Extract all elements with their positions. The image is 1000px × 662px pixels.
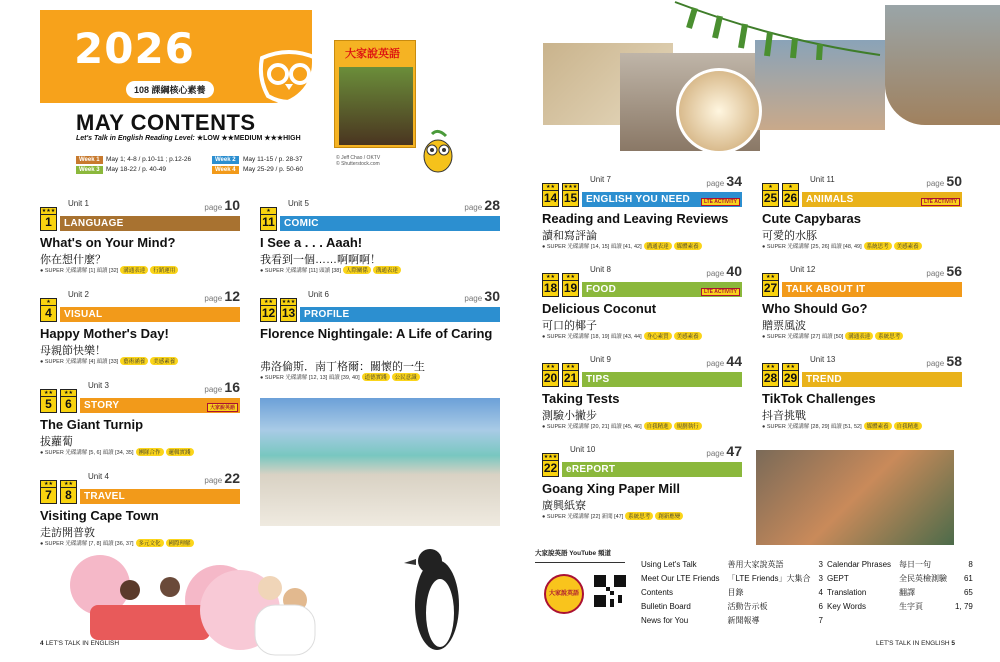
unit-number-badge: 14 [543,191,558,205]
unit-number-badge: 22 [543,461,558,475]
page-ref [902,353,962,369]
page-ref [180,197,240,213]
competency-tag: 媒體素養 [674,242,702,250]
skills-text: SUPER 光碟講解 [25, 26] 頭讀 [48, 49] [766,244,862,250]
unit-block-u1[interactable] [40,197,240,231]
index-zh: 每日一句 [899,560,932,569]
level-stars: ★★★ [281,299,296,305]
unit-title[interactable]: Delicious Coconut [542,301,657,316]
unit-title[interactable]: The Giant Turnip [40,417,144,432]
skills-text: SUPER 光碟講解 [28, 29] 頭讀 [51, 52] [766,424,862,430]
curriculum-badge: 108 課綱核心素養 [126,81,214,98]
page-number: 10 [224,197,240,213]
skills-line: ● SUPER 光碟講解 [20, 21] 頭讀 [45, 46] 自我精進 規劃執行 [542,422,702,430]
unit-title-zh: 弗洛倫斯．南丁格爾：關懷的一生 [260,361,425,373]
competency-tag: 自我精進 [644,422,672,430]
magazine-cover [334,40,416,148]
level-stars: ★★ [762,273,779,280]
level-stars: ★★ [542,273,559,280]
skills-line: ● SUPER 光碟講解 [11] 頭讀 [38] 人際關係 溝通表達 [260,266,401,274]
unit-title[interactable]: What's on Your Mind? [40,235,176,250]
credit-2: © Shutterstock.com [336,161,380,167]
page-ref [180,470,240,486]
index-zh: 活動告示板 [727,602,768,611]
page-number: 58 [946,353,962,369]
level-low: LOW [203,135,220,142]
competency-tag: 藝術涵養 [120,357,148,365]
page-word: page [706,449,725,458]
page-number: 16 [224,379,240,395]
unit-number-badge: 1 [40,214,57,231]
level-stars: ★★ [260,298,277,305]
index-en: Translation [827,588,867,597]
photo-credits [336,155,380,167]
activity-logo: LTE ACTIVITY [701,288,740,296]
index-en: Using Let's Talk [641,560,697,569]
spa-women-illustration-icon [200,560,340,660]
page-ref [902,173,962,189]
skills-text: SUPER 光碟講解 [7, 8] 頭讀 [36, 37] [44,541,134,547]
unit-number-badge: 26 [783,191,798,205]
page-ref [180,288,240,304]
year-title: 2026 [74,24,195,73]
week-4-text: May 25-29 / p. 50-60 [243,166,303,173]
unit-title-zh: 讀和寫評論 [542,230,597,242]
index-table-1 [636,557,828,629]
competency-tag: 系統思考 [875,332,903,340]
unit-block-u12[interactable] [762,263,962,297]
competency-tag: 團隊合作 [136,448,164,456]
credit-1: © Jeff Chao / OKTV [336,155,381,161]
competency-tag: 公民意識 [392,373,420,381]
level-stars-high: ★★★ [264,135,284,142]
unit-number-badge: 18 [543,281,558,295]
unit-title-zh: 可口的椰子 [542,320,597,332]
skills-line: ● SUPER 光碟講解 [22] 新聞 [47] 系統思考 創新應變 [542,512,683,520]
unit-title-zh: 測驗小撇步 [542,410,597,422]
unit-block-u9[interactable] [542,353,742,387]
level-stars: ★★ [762,363,779,370]
competency-tag: 規劃執行 [674,422,702,430]
index-zh: 目錄 [727,588,744,597]
page-word: page [926,179,945,188]
page-word: page [926,359,945,368]
index-zh: 翻譯 [899,588,916,597]
skills-line: ● SUPER 光碟講解 [28, 29] 頭讀 [51, 52] 媒體素養 自我精進 [762,422,922,430]
competency-tag: 媒體素養 [864,422,892,430]
competency-tag: 美感素養 [150,357,178,365]
page-number: 47 [726,443,742,459]
footer-right [876,640,955,647]
page-word: page [926,269,945,278]
unit-title-zh: 可愛的水豚 [762,230,817,242]
skills-line: ● SUPER 光碟講解 [27] 頭讀 [50] 溝通表達 系統思考 [762,332,903,340]
category-bar: TALK ABOUT IT [782,282,962,297]
skills-text: SUPER 光碟講解 [14, 15] 頭讀 [41, 42] [546,244,642,250]
week-1-badge: Week 1 [76,156,103,164]
competency-tag: 創新應變 [655,512,683,520]
index-en: Calendar Phrases [827,560,892,569]
page-ref [440,197,500,213]
level-stars: ★ [782,183,799,190]
cover-photo [339,67,413,145]
penguin-beach-photo [260,398,500,526]
unit-title[interactable]: Visiting Cape Town [40,508,159,523]
unit-label: Unit 2 [68,290,89,299]
level-stars: ★★ [60,480,77,487]
page-word: page [204,476,223,485]
level-stars: ★★ [40,389,57,396]
page-number: 50 [946,173,962,189]
unit-number-badge: 8 [60,487,77,504]
cover-title: 大家說英語 [345,48,400,60]
week-1-text: May 1; 4-8 / p.10-11 ; p.12-26 [106,156,192,163]
page-ref [682,353,742,369]
level-stars: ★★ [542,363,559,370]
category-bar: LANGUAGE [60,216,240,231]
week-4-badge: Week 4 [212,166,239,174]
unit-number-badge: 20 [543,371,558,385]
page-ref [440,288,500,304]
unit-block-u10[interactable] [542,443,742,477]
skills-text: SUPER 光碟講解 [4] 頭讀 [33] [44,359,119,365]
index-row[interactable] [638,601,826,613]
unit-label: Unit 13 [810,355,836,364]
page-number-left: 4 [40,640,44,647]
week-2-text: May 11-15 / p. 28-37 [243,156,303,163]
skills-line: ● SUPER 光碟講解 [25, 26] 頭讀 [48, 49] 系統思考 美感素養 [762,242,922,250]
unit-block-u8[interactable] [542,263,742,297]
unit-title[interactable]: Reading and Leaving Reviews [542,211,729,226]
competency-tag: 道德實踐 [362,373,390,381]
unit-number-badge: 28 [763,371,778,385]
palm-leaf-icon [665,0,885,60]
index-page: 6 [818,602,823,611]
level-stars: ★★★ [563,184,578,190]
level-stars-low: ★ [196,135,204,142]
activity-logo: LTE ACTIVITY [701,198,740,206]
reading-level-label: Let's Talk in English Reading Level: [76,135,195,142]
unit-label: Unit 6 [308,290,329,299]
unit-title[interactable]: Who Should Go? [762,301,868,316]
index-row[interactable] [638,559,826,571]
competency-tag: 邏輯實踐 [166,448,194,456]
index-table-2 [822,557,978,615]
category-bar: VISUAL [60,307,240,322]
youtube-logo[interactable]: 大家說英語 [544,574,584,614]
page-number: 22 [224,470,240,486]
index-en: News for You [641,616,689,625]
unit-block-u7[interactable] [542,173,742,207]
week-3-badge: Week 3 [76,166,103,174]
level-high: HIGH [283,135,301,142]
capybara-bath-photo [885,5,1000,125]
page-number-right: 5 [951,640,956,647]
page-number: 30 [484,288,500,304]
index-en: Bulletin Board [641,602,691,611]
unit-number-badge: 15 [563,191,578,205]
page-number: 28 [484,197,500,213]
page-number: 12 [224,288,240,304]
page-word: page [204,385,223,394]
unit-number-badge: 19 [563,281,578,295]
unit-title-zh: 拔蘿蔔 [40,436,73,448]
skills-line: ● SUPER 光碟講解 [1] 頭讀 [32] 溝通表達 行銷運用 [40,266,178,274]
competency-tag: 多元文化 [136,539,164,547]
unit-title[interactable]: Florence Nightingale: A Life of Caring [260,326,493,341]
unit-label: Unit 9 [590,355,611,364]
unit-label: Unit 10 [570,445,596,454]
index-page: 4 [818,588,823,597]
skills-line: ● SUPER 光碟講解 [7, 8] 頭讀 [36, 37] 多元文化 國際理解 [40,539,194,547]
page-ref [682,443,742,459]
week-2-badge: Week 2 [212,156,239,164]
page-number: 44 [726,353,742,369]
page-word: page [204,203,223,212]
competency-tag: 溝通表達 [120,266,148,274]
unit-label: Unit 8 [590,265,611,274]
page-ref [682,173,742,189]
category-bar: STORY [80,398,240,413]
unit-block-u6[interactable] [260,288,500,322]
competency-tag: 美感素養 [674,332,702,340]
level-stars: ★★ [542,183,559,190]
unit-number-badge: 27 [763,281,778,295]
page-ref [902,263,962,279]
unit-title[interactable]: Cute Capybaras [762,211,861,226]
unit-number-badge: 6 [60,396,77,413]
unit-block-u2[interactable] [40,288,240,322]
category-bar: COMIC [280,216,500,231]
index-zh: 新聞報導 [727,616,760,625]
unit-block-u5[interactable] [260,197,500,231]
skills-text: SUPER 光碟講解 [27] 頭讀 [50] [766,334,844,340]
category-bar: ANIMALS [802,192,962,207]
index-zh: 善用大家說英語 [727,560,784,569]
unit-title[interactable]: TikTok Challenges [762,391,876,406]
index-row[interactable] [824,587,976,599]
page-word: page [464,294,483,303]
category-bar: FOOD [582,282,742,297]
level-stars: ★ [762,183,779,190]
competency-tag: 溝通表達 [373,266,401,274]
index-page: 3 [818,560,823,569]
unit-block-u13[interactable] [762,353,962,387]
competency-tag: 人際關係 [343,266,371,274]
skills-text: SUPER 光碟講解 [5, 6] 頭讀 [34, 35] [44,450,134,456]
coconut-photo [676,68,762,154]
footer-left [40,640,119,647]
index-en: Key Words [827,602,866,611]
reading-level-legend [76,134,301,142]
level-stars: ★★ [40,480,57,487]
index-page: 7 [818,616,823,625]
youtube-label: 大家說英語 YouTube 頻道 [535,550,611,557]
skills-line: ● SUPER 光碟講解 [4] 頭讀 [33] 藝術涵養 美感素養 [40,357,178,365]
page-ref [180,379,240,395]
unit-number-badge: 25 [763,191,778,205]
header-banner [40,10,312,103]
skills-text: SUPER 光碟講解 [11] 頭讀 [38] [264,268,341,274]
level-medium: MEDIUM [233,135,263,142]
page-word: page [706,179,725,188]
paper-mill-photo [756,450,954,545]
unit-title-zh: 贈票風波 [762,320,806,332]
competency-tag: 美感素養 [894,242,922,250]
unit-block-u4[interactable] [40,470,240,504]
unit-title-zh: 走訪開普敦 [40,527,95,539]
unit-label: Unit 5 [288,199,309,208]
penguin-icon [402,545,472,657]
skills-text: SUPER 光碟講解 [12, 13] 頭讀 [39, 40] [264,375,360,381]
category-bar: eREPORT [562,462,742,477]
page-number: 56 [946,263,962,279]
level-stars: ★★ [562,273,579,280]
index-row[interactable] [824,559,976,571]
index-page: 61 [963,574,973,583]
unit-label: Unit 3 [88,381,109,390]
unit-title[interactable]: Taking Tests [542,391,620,406]
competency-tag: 溝通表達 [845,332,873,340]
unit-block-u11[interactable] [762,173,962,207]
index-page: 65 [963,588,973,597]
index-page: 8 [968,560,973,569]
unit-title-zh: 抖音挑戰 [762,410,806,422]
competency-tag: 國際理解 [166,539,194,547]
index-en: Contents [641,588,674,597]
index-row[interactable] [638,615,826,627]
index-zh: 生字頁 [899,602,924,611]
unit-block-u3[interactable] [40,379,240,413]
category-bar: TREND [802,372,962,387]
level-stars: ★★ [782,363,799,370]
competency-tag: 行銷運用 [150,266,178,274]
unit-title-zh: 母親節快樂！ [40,345,106,357]
category-bar: TIPS [582,372,742,387]
page-number: 40 [726,263,742,279]
index-en: GEPT [827,574,849,583]
unit-title[interactable]: Happy Mother's Day! [40,326,169,341]
footer-left-text: LET'S TALK IN ENGLISH [45,640,120,647]
competency-tag: 系統思考 [625,512,653,520]
skills-line: ● SUPER 光碟講解 [18, 19] 頭讀 [43, 44] 身心素質 美感素養 [542,332,702,340]
unit-number-badge: 13 [281,306,296,320]
unit-title-zh: 你在想什麼？ [40,254,106,266]
skills-line: ● SUPER 光碟講解 [5, 6] 頭讀 [34, 35] 團隊合作 邏輯實踐 [40,448,194,456]
competency-tag: 系統思考 [864,242,892,250]
index-row[interactable] [824,601,976,613]
qr-code-icon[interactable] [594,575,626,607]
index-zh: 「LTE Friends」大集合 [727,574,811,583]
competency-tag: 溝通表達 [644,242,672,250]
unit-label: Unit 1 [68,199,89,208]
activity-logo: LTE ACTIVITY [921,198,960,206]
activity-logo: 大家說英語 [207,403,238,412]
skills-text: SUPER 光碟講解 [22] 新聞 [47] [546,514,624,520]
level-stars: ★★ [562,363,579,370]
level-stars: ★★ [60,389,77,396]
unit-label: Unit 4 [88,472,109,481]
category-bar: ENGLISH YOU NEED [582,192,742,207]
footer-right-text: LET'S TALK IN ENGLISH [876,640,950,647]
level-stars: ★ [40,298,57,305]
unit-number-badge: 4 [40,305,57,322]
unit-number-badge: 12 [261,306,276,320]
category-bar: TRAVEL [80,489,240,504]
unit-title[interactable]: I See a . . . Aaah! [260,235,363,250]
page-number: 34 [726,173,742,189]
page-ref [682,263,742,279]
competency-tag: 身心素質 [644,332,672,340]
skills-text: SUPER 光碟講解 [20, 21] 頭讀 [45, 46] [546,424,642,430]
unit-number-badge: 5 [40,396,57,413]
unit-number-badge: 11 [260,214,277,231]
unit-number-badge: 21 [563,371,578,385]
index-en: Meet Our LTE Friends [641,574,720,583]
owl-logo-icon [254,48,324,106]
index-row[interactable] [824,573,976,585]
owl-mascot-icon [420,128,456,174]
unit-number-badge: 7 [40,487,57,504]
level-stars: ★★★ [543,454,558,460]
level-stars-medium: ★★ [221,135,234,142]
skills-line: ● SUPER 光碟講解 [14, 15] 頭讀 [41, 42] 溝通表達 媒體素養 [542,242,702,250]
index-page: 1, 79 [955,602,973,611]
level-stars: ★★★ [41,208,56,214]
skills-text: SUPER 光碟講解 [18, 19] 頭讀 [43, 44] [546,334,642,340]
page-word: page [204,294,223,303]
unit-title[interactable]: Goang Xing Paper Mill [542,481,680,496]
index-page: 3 [818,574,823,583]
index-row[interactable] [638,573,826,585]
page-word: page [706,269,725,278]
unit-label: Unit 11 [810,175,835,184]
competency-tag: 自我精進 [894,422,922,430]
skills-text: SUPER 光碟講解 [1] 頭讀 [32] [44,268,119,274]
index-row[interactable] [638,587,826,599]
level-stars: ★ [260,207,277,214]
youtube-divider [535,562,625,563]
unit-title-zh: 我看到一個……啊啊啊！ [260,254,381,266]
skills-line: ● SUPER 光碟講解 [12, 13] 頭讀 [39, 40] 道德實踐 公民意識 [260,373,420,381]
page-title: MAY CONTENTS [76,110,256,135]
unit-number-badge: 29 [783,371,798,385]
page-word: page [706,359,725,368]
unit-label: Unit 7 [590,175,611,184]
week-3-text: May 18-22 / p. 40-49 [106,166,166,173]
index-zh: 全民英檢測驗 [899,574,948,583]
page-word: page [464,203,483,212]
unit-title-zh: 廣興紙寮 [542,500,586,512]
unit-label: Unit 12 [790,265,816,274]
category-bar: PROFILE [300,307,500,322]
